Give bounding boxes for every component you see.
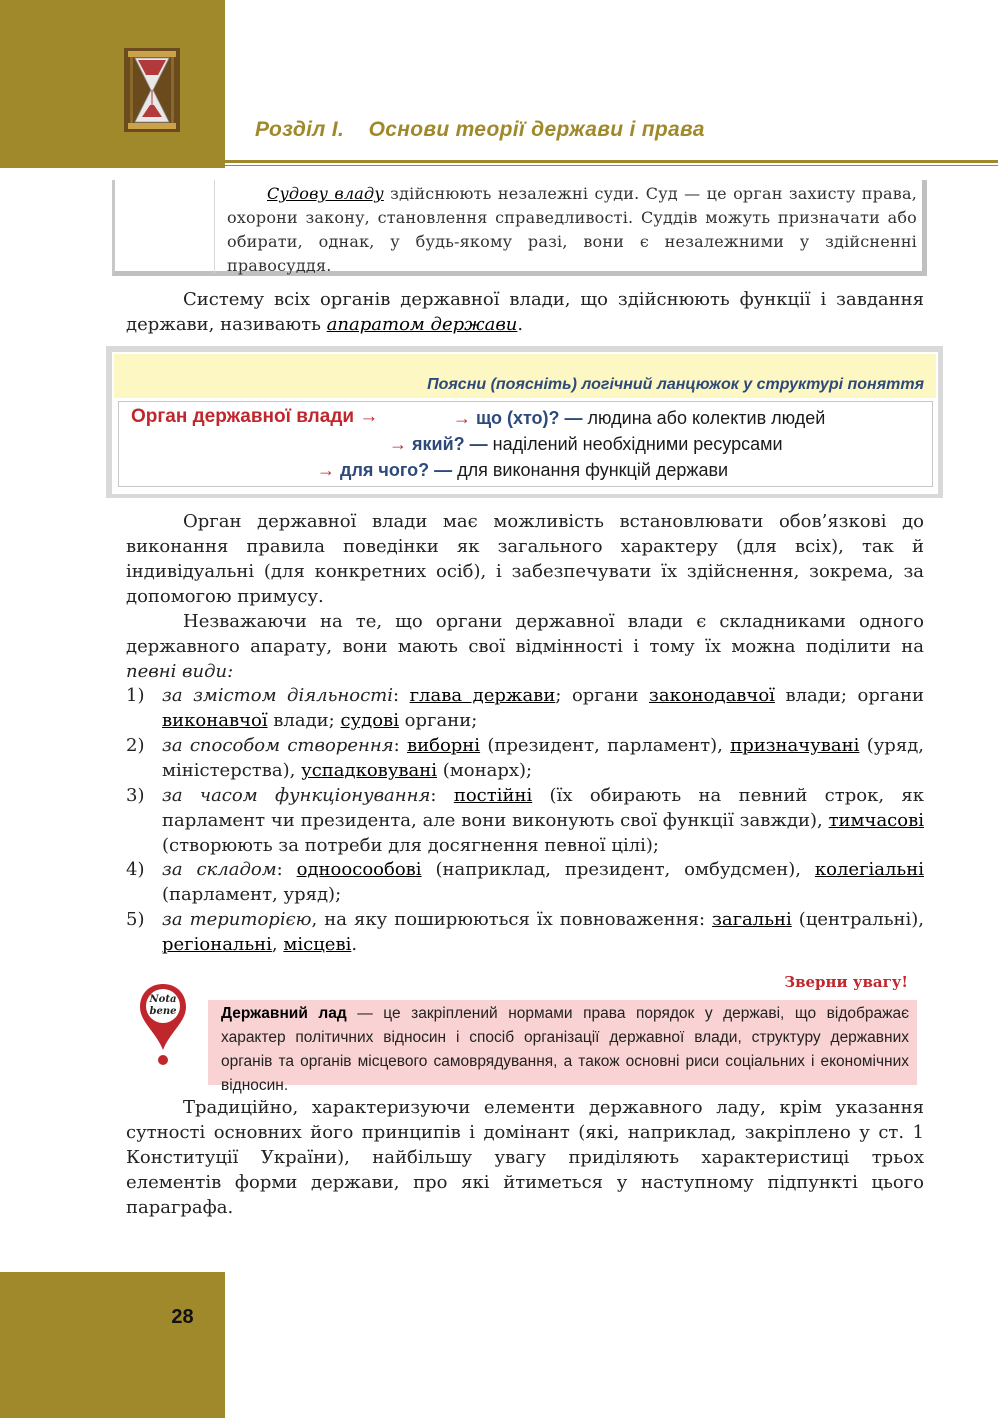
arrow-right-icon: → bbox=[389, 434, 407, 454]
list-item bbox=[126, 683, 924, 733]
chain-line-who bbox=[453, 408, 825, 429]
hourglass-law-icon bbox=[122, 47, 182, 133]
pin-text: bene bbox=[149, 1006, 177, 1017]
list-keyword: постійні bbox=[453, 785, 533, 806]
list-item bbox=[126, 857, 924, 907]
footer-gold-band bbox=[0, 1272, 225, 1418]
list-text: ; органи bbox=[555, 685, 650, 706]
list-keyword: колегіальні bbox=[814, 859, 924, 880]
list-keyword: успадковувані bbox=[301, 760, 438, 781]
paragraph-italic: певні види: bbox=[126, 661, 234, 682]
list-keyword: глава держави bbox=[409, 685, 556, 706]
list-text: : bbox=[393, 735, 407, 756]
arrow-right-icon: → bbox=[317, 460, 335, 480]
list-text: влади; bbox=[267, 710, 341, 731]
list-keyword: виконавчої bbox=[162, 710, 268, 731]
list-criterion: за способом створення bbox=[162, 735, 394, 756]
header-gold-band bbox=[0, 0, 225, 168]
list-keyword: судові bbox=[340, 710, 399, 731]
chain-line-which bbox=[389, 434, 783, 455]
list-text: : bbox=[430, 785, 454, 806]
list-keyword: регіональні bbox=[162, 934, 272, 955]
header-rule bbox=[225, 160, 998, 163]
list-keyword: місцеві bbox=[283, 934, 352, 955]
list-text: (уряд, міністерства), bbox=[162, 735, 924, 781]
chain-question: що (хто)? — bbox=[476, 408, 583, 428]
paragraph-text: Систему всіх органів державної влади, що здійснюють функції і завдання держави, називають bbox=[126, 289, 924, 335]
term-judicial-power: Судову владу bbox=[267, 184, 384, 203]
list-item bbox=[126, 783, 924, 858]
court-power-definition bbox=[227, 182, 917, 278]
list-item bbox=[126, 907, 924, 957]
chain-organ-label: Орган державної влади → bbox=[131, 406, 379, 427]
nota-bene-pin-icon bbox=[136, 980, 190, 1068]
list-text: , на яку поширюються їх повноваження: bbox=[311, 909, 713, 930]
list-keyword: призначувані bbox=[730, 735, 860, 756]
list-keyword: законодавчої bbox=[649, 685, 775, 706]
list-criterion: за змістом діяльності bbox=[162, 685, 393, 706]
definition-text: — це закріплений нормами права порядок у державі, що відображає характер політичних відносин і спосіб організації державної влади, структуру державних органів та органів місцевого самоврядування, а також основні риси соціальних і економічних відносин. bbox=[221, 1005, 909, 1094]
chain-line-why bbox=[317, 460, 728, 481]
chain-answer: для виконання функцій держави bbox=[452, 460, 729, 480]
list-number: 5) bbox=[126, 909, 145, 930]
list-text: (центральні), bbox=[791, 909, 924, 930]
box-divider bbox=[214, 180, 215, 273]
list-keyword: загальні bbox=[712, 909, 792, 930]
paragraph-end: . bbox=[517, 314, 524, 335]
page-number: 28 bbox=[171, 1306, 194, 1328]
chain-answer: наділений необхідними ресурсами bbox=[487, 434, 783, 454]
list-number: 4) bbox=[126, 859, 145, 880]
list-item bbox=[126, 733, 924, 783]
attention-label: Зверни увагу! bbox=[784, 973, 908, 991]
list-text: . bbox=[351, 934, 358, 955]
list-text: (монарх); bbox=[437, 760, 533, 781]
paragraph-text: Орган державної влади має можливість встановлювати обов’язкові до виконання правила поведінки як загального характеру (для всіх), так й індивідуальні (для конкретних осіб), і забезпечувати їх здійснення, зокрема, за допомогою примусу. bbox=[126, 511, 924, 607]
paragraph-text: Традиційно, характеризуючи елементи державного ладу, крім указання сутності основних його принципів і домінант (які, наприклад, закріплено у ст. 1 Конституції України), найбільшу увагу приділяють характеристиці трьох елементів форми держави, про які йтиметься у наступному підпункті цього параграфа. bbox=[126, 1097, 924, 1218]
list-keyword: одноосообові bbox=[296, 859, 422, 880]
list-text: (їх обирають на певний строк, як парламент чи президента, але вони виконують свої функції завжди), bbox=[162, 785, 924, 831]
paragraph-organ-powers bbox=[126, 509, 924, 609]
paragraph-state-apparatus bbox=[126, 287, 924, 337]
term-state-apparatus: апаратом держави bbox=[326, 314, 518, 335]
list-criterion: за часом функціонування bbox=[162, 785, 431, 806]
chain-question: для чого? — bbox=[340, 460, 453, 480]
paragraph-text: Незважаючи на те, що органи державної влади є складниками одного державного апарату, вони мають свої відмінності і тому їх можна поділити на bbox=[126, 611, 924, 657]
arrow-right-icon: → bbox=[453, 408, 471, 428]
list-number: 2) bbox=[126, 735, 145, 756]
logic-chain-header: Поясни (поясніть) логічний ланцюжок у структурі поняття bbox=[427, 376, 924, 393]
header-rule-thin bbox=[225, 165, 998, 166]
list-text: влади; органи bbox=[774, 685, 924, 706]
list-keyword: виборні bbox=[406, 735, 481, 756]
pin-text: Nota bbox=[149, 994, 177, 1005]
list-text: : bbox=[276, 859, 297, 880]
definition-text: здійснюють незалежні суди. Суд — це орган захисту права, охорони закону, становлення справедливості. Суддів можуть призначати або обирати, однак, у будь-якому разі, вони є незалежними у здійсненні правосуддя. bbox=[227, 184, 918, 275]
paragraph-state-form bbox=[126, 1095, 924, 1220]
chapter-title: Розділ I. Основи теорії держави і права bbox=[255, 118, 705, 141]
term-state-system: Державний лад bbox=[221, 1005, 347, 1022]
list-criterion: за складом bbox=[162, 859, 277, 880]
list-text: (президент, парламент), bbox=[480, 735, 731, 756]
list-text: (наприклад, президент, омбудсмен), bbox=[421, 859, 815, 880]
state-system-definition bbox=[221, 1002, 909, 1098]
list-number: 3) bbox=[126, 785, 145, 806]
chain-question: який? — bbox=[412, 434, 488, 454]
list-keyword: тимчасові bbox=[828, 810, 924, 831]
list-text: : bbox=[393, 685, 410, 706]
list-text: органи; bbox=[398, 710, 478, 731]
list-number: 1) bbox=[126, 685, 145, 706]
list-text: , bbox=[271, 934, 284, 955]
paragraph-types-intro bbox=[126, 609, 924, 684]
chain-answer: людина або колектив людей bbox=[582, 408, 826, 428]
list-text: (створюють за потреби для досягнення певної цілі); bbox=[162, 835, 659, 856]
list-criterion: за територією bbox=[162, 909, 312, 930]
list-text: (парламент, уряд); bbox=[162, 884, 342, 905]
